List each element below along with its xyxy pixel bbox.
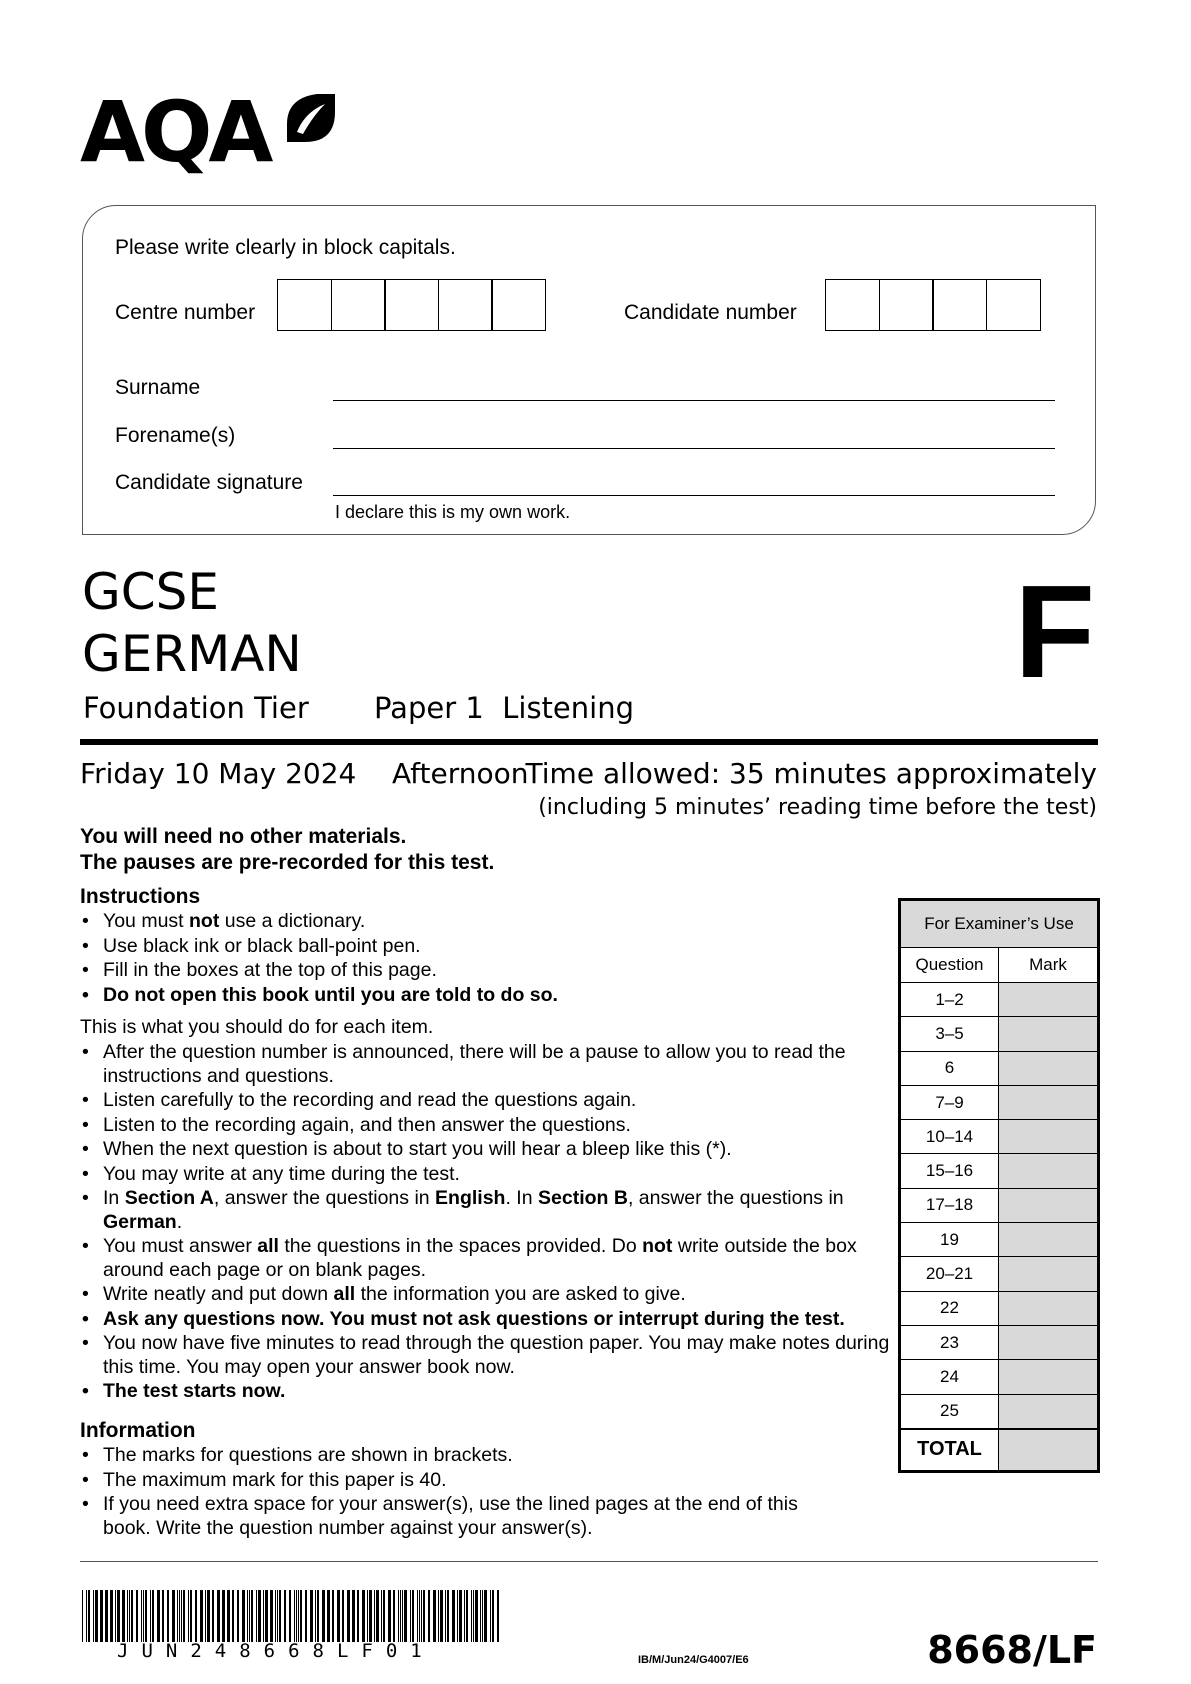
- barcode-bar: [93, 1590, 94, 1642]
- barcode-bar: [417, 1590, 418, 1642]
- barcode-bar: [464, 1590, 465, 1642]
- barcode-bar: [277, 1590, 278, 1642]
- barcode-bar: [332, 1590, 334, 1642]
- barcode-bar: [279, 1590, 281, 1642]
- barcode-bar: [86, 1590, 87, 1642]
- table-row: [901, 1085, 1098, 1119]
- each-item-intro: This is what you should do for each item.: [80, 1016, 434, 1038]
- centre-number-label: Centre number: [115, 301, 256, 324]
- mark-cell: [999, 1394, 1098, 1429]
- mark-cell: [999, 1188, 1098, 1222]
- question-cell: 6: [901, 1051, 999, 1085]
- barcode-bar: [388, 1590, 391, 1642]
- mark-cell: [999, 1291, 1098, 1325]
- barcode-bar: [265, 1590, 268, 1642]
- examiner-heading: For Examiner’s Use: [901, 901, 1098, 948]
- barcode-bar: [284, 1590, 286, 1642]
- question-cell: 17–18: [901, 1188, 999, 1222]
- barcode-bar: [294, 1590, 295, 1642]
- materials-note: You will need no other materials.: [80, 825, 407, 848]
- forename-label: Forename(s): [115, 424, 236, 447]
- footer-rule: [80, 1561, 1098, 1562]
- barcode-bar: [466, 1590, 468, 1642]
- barcode-bar: [376, 1590, 379, 1642]
- barcode-bar: [400, 1590, 401, 1642]
- barcode-bar: [484, 1590, 487, 1642]
- barcode-bar: [95, 1590, 98, 1642]
- mark-cell: [999, 983, 1098, 1017]
- barcode-bar: [143, 1590, 144, 1642]
- question-cell: 23: [901, 1325, 999, 1359]
- barcode-bar: [263, 1590, 264, 1642]
- barcode-bar: [327, 1590, 330, 1642]
- barcode-bar: [258, 1590, 261, 1642]
- candidate-digit-box[interactable]: [879, 279, 934, 331]
- barcode-bar: [181, 1590, 182, 1642]
- question-cell: 20–21: [901, 1257, 999, 1291]
- list-item: • You must not use a dictionary.: [80, 910, 900, 934]
- barcode-bar: [190, 1590, 192, 1642]
- barcode-bar: [433, 1590, 436, 1642]
- barcode-bar: [497, 1590, 499, 1642]
- candidate-details-box: [82, 205, 1096, 535]
- list-item: • You must answer all the questions in the spaces provided. Do not write outside the box around each page or on blank pages.: [80, 1235, 895, 1282]
- barcode-bar: [205, 1590, 206, 1642]
- centre-digit-box[interactable]: [491, 279, 546, 331]
- barcode-bar: [471, 1590, 472, 1642]
- barcode-bar: [242, 1590, 245, 1642]
- signature-line[interactable]: [333, 495, 1055, 496]
- mark-cell: [999, 1051, 1098, 1085]
- barcode-bar: [237, 1590, 239, 1642]
- barcode-bar: [419, 1590, 420, 1642]
- barcode-bar: [167, 1590, 169, 1642]
- total-label: TOTAL: [901, 1429, 999, 1471]
- barcode-bar: [459, 1590, 462, 1642]
- mark-cell: [999, 1223, 1098, 1257]
- barcode-bar: [105, 1590, 108, 1642]
- list-item: • Write neatly and put down all the information you are asked to give.: [80, 1283, 895, 1307]
- question-cell: 1–2: [901, 983, 999, 1017]
- barcode-bar: [381, 1590, 382, 1642]
- mark-cell: [999, 1120, 1098, 1154]
- barcode-text: JUN248668LF01: [117, 1640, 435, 1662]
- table-row: [901, 1257, 1098, 1291]
- centre-digit-box[interactable]: [438, 279, 493, 331]
- barcode-bar: [179, 1590, 180, 1642]
- barcode-bar: [207, 1590, 210, 1642]
- list-item: • Fill in the boxes at the top of this page.: [80, 959, 900, 983]
- list-item: • You may write at any time during the test.: [80, 1163, 895, 1187]
- barcode-bar: [362, 1590, 365, 1642]
- barcode-bar: [475, 1590, 478, 1642]
- table-row: [901, 1360, 1098, 1394]
- mark-cell: [999, 1325, 1098, 1359]
- barcode-bar: [247, 1590, 248, 1642]
- list-item: • The marks for questions are shown in brackets.: [80, 1444, 800, 1468]
- centre-digit-box[interactable]: [277, 279, 332, 331]
- list-item: • You now have five minutes to read through the question paper. You may make notes during this time. You may open your answer book now.: [80, 1332, 895, 1379]
- barcode-bar: [251, 1590, 253, 1642]
- question-column-header: Question: [901, 948, 999, 983]
- barcode-bar: [410, 1590, 411, 1642]
- mark-column-header: Mark: [999, 948, 1098, 983]
- barcode-bar: [423, 1590, 425, 1642]
- barcode-bar: [490, 1590, 491, 1642]
- barcode-bar: [383, 1590, 385, 1642]
- candidate-number-boxes[interactable]: [825, 279, 1041, 331]
- barcode-bar: [296, 1590, 297, 1642]
- question-cell: 3–5: [901, 1017, 999, 1051]
- barcode-bar: [445, 1590, 446, 1642]
- instructions-heading: Instructions: [80, 885, 201, 908]
- question-cell: 10–14: [901, 1120, 999, 1154]
- table-row: [901, 1120, 1098, 1154]
- barcode-bar: [482, 1590, 483, 1642]
- barcode-bar: [270, 1590, 273, 1642]
- table-row: [901, 1291, 1098, 1325]
- mark-cell: [999, 1257, 1098, 1291]
- signature-label: Candidate signature: [115, 471, 303, 494]
- time-allowed: Time allowed: 35 minutes approximately: [525, 757, 1097, 790]
- candidate-digit-box[interactable]: [986, 279, 1041, 331]
- barcode-bar: [232, 1590, 234, 1642]
- leaf-mark-icon: [283, 90, 339, 146]
- table-row: [901, 1188, 1098, 1222]
- table-row: [901, 1394, 1098, 1429]
- barcode-bar: [369, 1590, 372, 1642]
- barcode-bar: [275, 1590, 276, 1642]
- barcode-bar: [200, 1590, 203, 1642]
- information-heading: Information: [80, 1419, 196, 1442]
- barcode-bar: [473, 1590, 474, 1642]
- examiner-use-table: [898, 898, 1100, 1473]
- barcode-bar: [256, 1590, 257, 1642]
- barcode-bar: [222, 1590, 225, 1642]
- exam-date: Friday 10 May 2024: [80, 757, 357, 790]
- information-list: [80, 1444, 800, 1541]
- barcode-bar: [393, 1590, 395, 1642]
- list-item: • Do not open this book until you are told to do so.: [80, 984, 900, 1008]
- table-row: [901, 1223, 1098, 1257]
- qualification-title: GCSE: [82, 563, 219, 621]
- mark-cell: [999, 1360, 1098, 1394]
- question-cell: 19: [901, 1223, 999, 1257]
- question-cell: 24: [901, 1360, 999, 1394]
- steps-list: [80, 1041, 895, 1405]
- question-cell: 7–9: [901, 1085, 999, 1119]
- aqa-logo: [80, 82, 340, 182]
- barcode-bar: [188, 1590, 189, 1642]
- centre-digit-box[interactable]: [384, 279, 439, 331]
- forename-line[interactable]: [333, 448, 1055, 449]
- table-row: [901, 1051, 1098, 1085]
- barcode-bar: [249, 1590, 250, 1642]
- barcode-bar: [150, 1590, 151, 1642]
- barcode-bar: [367, 1590, 368, 1642]
- barcode-bar: [404, 1590, 407, 1642]
- document-reference: IB/M/Jun24/G4007/E6: [638, 1654, 749, 1666]
- list-item: • If you need extra space for your answer(s), use the lined pages at the end of this book. Write the question number against your answer(s).: [80, 1493, 800, 1540]
- mark-cell: [999, 1085, 1098, 1119]
- list-item: • In Section A, answer the questions in English. In Section B, answer the questions in German.: [80, 1187, 895, 1234]
- barcode-bar: [412, 1590, 414, 1642]
- subject-title: GERMAN: [82, 625, 302, 683]
- barcode-bar: [227, 1590, 230, 1642]
- tier-label: Foundation Tier: [83, 691, 309, 725]
- barcode-bar: [428, 1590, 430, 1642]
- mark-cell: [999, 1017, 1098, 1051]
- barcode-bar: [305, 1590, 307, 1642]
- barcode-bar: [82, 1590, 83, 1642]
- barcode-bar: [438, 1590, 439, 1642]
- candidate-digit-box[interactable]: [932, 279, 987, 331]
- barcode-bar: [115, 1590, 116, 1642]
- barcode-bar: [217, 1590, 220, 1642]
- declaration-text: I declare this is my own work.: [335, 502, 571, 522]
- list-item: • Listen carefully to the recording and read the questions again.: [80, 1089, 895, 1113]
- barcode-bar: [398, 1590, 399, 1642]
- table-row: [901, 1154, 1098, 1188]
- barcode-bar: [347, 1590, 350, 1642]
- barcode-bar: [127, 1590, 128, 1642]
- barcode-bar: [337, 1590, 340, 1642]
- barcode-bar: [421, 1590, 422, 1642]
- barcode-bar: [492, 1590, 494, 1642]
- barcode-bar: [440, 1590, 443, 1642]
- centre-digit-box[interactable]: [331, 279, 386, 331]
- barcode-bar: [122, 1590, 125, 1642]
- paper-label: Paper 1 Listening: [374, 691, 634, 725]
- barcode-bar: [183, 1590, 185, 1642]
- barcode-bar: [289, 1590, 291, 1642]
- barcode-bar: [447, 1590, 449, 1642]
- barcode-bar: [152, 1590, 154, 1642]
- barcode-bar: [136, 1590, 138, 1642]
- barcode-bar: [402, 1590, 403, 1642]
- barcode-bar: [300, 1590, 302, 1642]
- barcode-bar: [145, 1590, 147, 1642]
- logo-text: AQA: [80, 83, 270, 181]
- barcode-bar: [157, 1590, 160, 1642]
- barcode-bar: [177, 1590, 178, 1642]
- block-capitals-instruction: Please write clearly in block capitals.: [115, 236, 456, 259]
- total-mark-cell: [999, 1429, 1098, 1471]
- barcode-bar: [315, 1590, 316, 1642]
- barcode-bar: [457, 1590, 458, 1642]
- barcode: [82, 1590, 502, 1642]
- barcode-bar: [212, 1590, 214, 1642]
- instructions-list: [80, 910, 900, 1008]
- reading-time-note: (including 5 minutes’ reading time before the test): [538, 795, 1097, 820]
- centre-number-boxes[interactable]: [277, 279, 546, 331]
- list-item: • After the question number is announced, there will be a pause to allow you to read the instructions and questions.: [80, 1041, 895, 1088]
- table-row: [901, 983, 1098, 1017]
- paper-code: 8668/LF: [927, 1628, 1097, 1672]
- barcode-bar: [317, 1590, 319, 1642]
- table-row: [901, 1325, 1098, 1359]
- surname-label: Surname: [115, 376, 201, 399]
- list-item: • Use black ink or black ball-point pen.: [80, 935, 900, 959]
- table-row: [901, 1017, 1098, 1051]
- list-item: • Listen to the recording again, and then answer the questions.: [80, 1114, 895, 1138]
- barcode-bar: [131, 1590, 133, 1642]
- barcode-bar: [100, 1590, 103, 1642]
- exam-session: Afternoon: [392, 757, 529, 790]
- candidate-number-label: Candidate number: [624, 301, 797, 324]
- barcode-bar: [88, 1590, 90, 1642]
- barcode-bar: [117, 1590, 120, 1642]
- barcode-bar: [352, 1590, 355, 1642]
- barcode-bar: [141, 1590, 142, 1642]
- barcode-bar: [172, 1590, 175, 1642]
- surname-line[interactable]: [333, 400, 1055, 401]
- header-rule: [80, 739, 1098, 745]
- pauses-note: The pauses are pre-recorded for this test.: [80, 851, 495, 874]
- list-item: • Ask any questions now. You must not ask questions or interrupt during the test.: [80, 1308, 895, 1332]
- question-cell: 15–16: [901, 1154, 999, 1188]
- list-item: • The maximum mark for this paper is 40.: [80, 1469, 800, 1493]
- barcode-bar: [357, 1590, 359, 1642]
- barcode-bar: [129, 1590, 130, 1642]
- mark-cell: [999, 1154, 1098, 1188]
- barcode-bar: [480, 1590, 481, 1642]
- tier-letter: F: [1014, 558, 1095, 705]
- barcode-bar: [322, 1590, 325, 1642]
- barcode-bar: [342, 1590, 344, 1642]
- list-item: • When the next question is about to start you will hear a bleep like this (*).: [80, 1138, 895, 1162]
- barcode-bar: [310, 1590, 313, 1642]
- barcode-bar: [110, 1590, 113, 1642]
- barcode-bar: [162, 1590, 164, 1642]
- question-cell: 22: [901, 1291, 999, 1325]
- candidate-digit-box[interactable]: [825, 279, 880, 331]
- barcode-bar: [298, 1590, 299, 1642]
- barcode-bar: [452, 1590, 455, 1642]
- list-item: • The test starts now.: [80, 1380, 895, 1404]
- question-cell: 25: [901, 1394, 999, 1429]
- barcode-bar: [374, 1590, 375, 1642]
- barcode-bar: [195, 1590, 197, 1642]
